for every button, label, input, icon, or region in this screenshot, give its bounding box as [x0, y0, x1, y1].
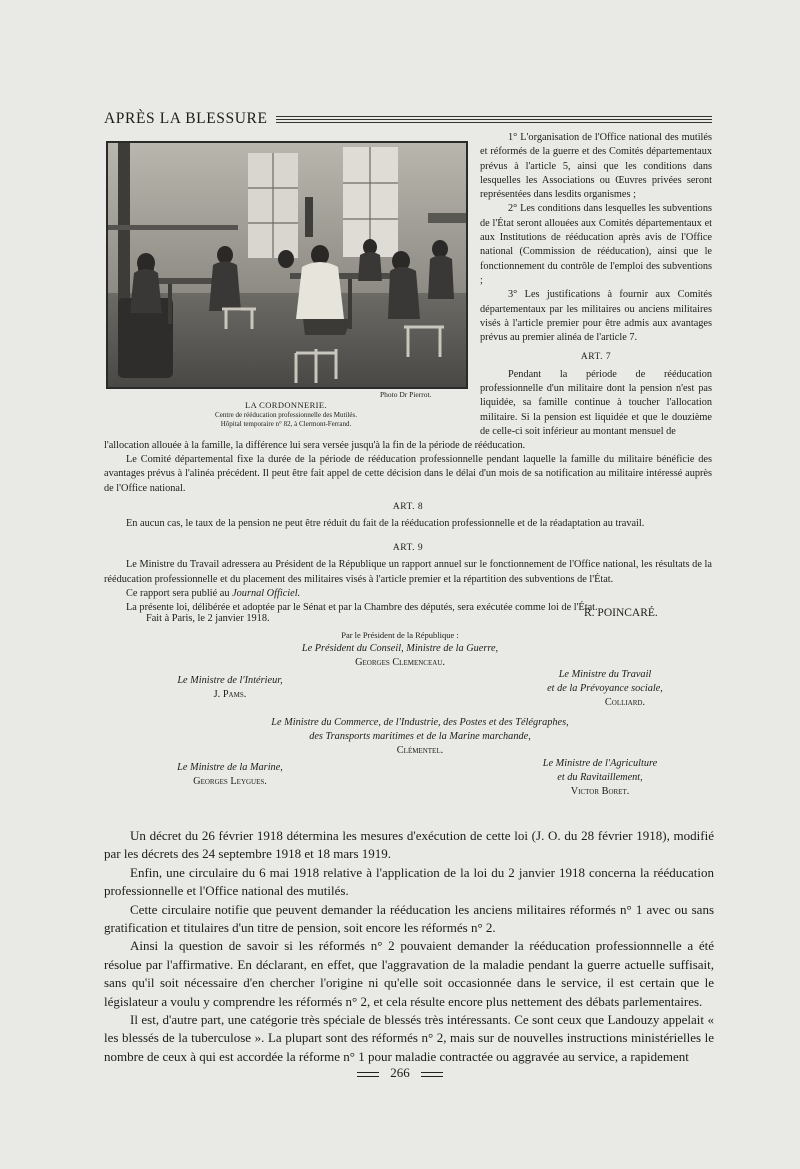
minister-title: Le Ministre du Commerce, de l'Industrie, des Postes et des Télégraphes, [271, 717, 569, 728]
minister-title: Le Ministre de l'Intérieur, [177, 675, 283, 686]
minister-title: et du Ravitaillement, [557, 772, 643, 783]
footer-ornament [357, 1069, 379, 1080]
minister-name: Clémentel. [396, 745, 444, 756]
paragraph: Enfin, une circulaire du 6 mai 1918 relative à l'application de la loi du 2 janvier 1918 concerna la rééducation professionnelle et l'Office national des mutilés. [104, 864, 714, 899]
minister-name: Colliard. [604, 697, 646, 708]
interieur-block [150, 674, 310, 702]
minister-name: J. Pams. [213, 689, 247, 700]
caption-line: Hôpital temporaire n° 82, à Clermont-Ferrand. [220, 420, 352, 428]
paragraph: 3° Les justifications à fournir aux Comités départementaux par les militaires ou anciens militaires visés à l'article premier pour être admis aux avantages prévus au premier alinéa de l'article 7. [480, 289, 712, 344]
header-rule [276, 119, 712, 120]
paragraph: En aucun cas, le taux de la pension ne peut être réduit du fait de la rééducation professionnelle et de la réadaptation au travail. [126, 518, 645, 530]
minister-title: des Transports maritimes et de la Marine marchande, [309, 731, 531, 742]
paragraph: Ainsi la question de savoir si les réformés n° 2 pouvaient demander la rééducation professionnnelle a été résolue par l'affirmative. En déclarant, en effet, que l'aggravation de la maladie pendant la guerre actuelle suffisait, sans qu'il soit nécessaire d'en chercher l'origine ni qu'elle soit occasionnée dans le service, il est certain que le législateur a voulu y comprendre les réformés n° 2, et cela résulte encore plus nettement des débats parlementaires. [104, 938, 714, 1009]
president-signature: R. POINCARÉ. [584, 607, 658, 619]
paragraph: 2° Les conditions dans lesquelles les subventions de l'État seront allouées aux Comités départementaux et aux Institutions de rééducation après avis de l'Office national (Commission de rééducation), ainsi que le fonctionnement du contrôle de l'emploi des subventions ; [480, 203, 712, 286]
minister-name: Georges Clemenceau. [355, 657, 445, 668]
paragraph-text: Ce rapport sera publié au [126, 587, 233, 599]
caption-title: LA CORDONNERIE. [244, 400, 328, 410]
agriculture-block [520, 757, 680, 799]
lower-text [104, 827, 714, 1066]
header-rule [276, 116, 712, 117]
place-date: Fait à Paris, le 2 janvier 1918. [146, 613, 270, 624]
page-header [104, 108, 712, 132]
marine-block [150, 761, 310, 789]
journal-title: Journal Officiel. [232, 587, 301, 599]
paragraph: Le Ministre du Travail adressera au Président de la République un rapport annuel sur le fonctionnement de l'Office national, les résultats de la rééducation professionnelle et du placement des militaires visés à l'article premier et la répartition des subventions de l'État. [104, 559, 712, 585]
article-heading: ART. 7 [580, 352, 612, 363]
running-title: APRÈS LA BLESSURE [104, 110, 268, 127]
minister-name: Georges Leygues. [193, 776, 267, 787]
footer-ornament [421, 1069, 443, 1080]
minister-title: Le Ministre de l'Agriculture [542, 758, 658, 769]
minister-title: Le Ministre du Travail [558, 669, 652, 680]
full-width-text [104, 439, 712, 615]
minister-title: et de la Prévoyance sociale, [547, 683, 663, 694]
paragraph: 1° L'organisation de l'Office national des mutilés et réformés de la guerre et des Comités départementaux prévus à l'article 5, ainsi que les conditions dans lesquelles les Associations ou Œuvres privées seront représentées dans lesdits organismes ; [480, 132, 712, 201]
caption-line: Centre de rééducation professionnelle des Mutilés. [215, 411, 357, 419]
page-footer [0, 1065, 800, 1081]
paragraph [104, 587, 712, 601]
page-number: 266 [390, 1065, 410, 1080]
paragraph: l'allocation allouée à la famille, la différence lui sera versée jusqu'à la fin de la période de rééducation. [104, 440, 526, 451]
minister-name: Victor Boret. [570, 786, 630, 797]
article-heading: ART. 9 [392, 543, 424, 554]
countersignature-block [280, 628, 520, 670]
paragraph: Il est, d'autre part, une catégorie très spéciale de blessés très intéressants. Ce sont ceux que Landouzy appelait « les blessés de la tuberculose ». La plupart sont des réformés n° 2, mais sur de nouvelles instructions ministérielles le nombre de ceux à qui est accordée la réforme n° 1 pour maladie contractée ou aggravée au service, a rapidement [104, 1012, 714, 1064]
commerce-block [250, 716, 590, 758]
intro-line: Par le Président de la République : [341, 630, 459, 640]
paragraph: Le Comité départemental fixe la durée de la période de rééducation professionnelle pendant laquelle la famille du militaire bénéficie des avantages prévus à l'alinéa précédent. Il peut être fait appel de cette décision dans le délai d'un mois de sa notification au militaire intéressé auprès de l'Office national. [104, 454, 712, 494]
paragraph: Cette circulaire notifie que peuvent demander la rééducation les anciens militaires réformés n° 1 avec ou sans gratification et titulaires d'un titre de pension, soit encore les réformés n° 2. [104, 901, 714, 936]
minister-title: Le Ministre de la Marine, [177, 762, 283, 773]
header-rule [276, 122, 712, 123]
photo-credit: Photo Dr Pierrot. [380, 390, 432, 399]
photo-caption [200, 401, 372, 429]
paragraph: Un décret du 26 février 1918 détermina les mesures d'exécution de cette loi (J. O. du 28 février 1918), modifié par les décrets des 24 septembre 1918 et 18 mars 1919. [104, 828, 714, 862]
paragraph: La présente loi, délibérée et adoptée par le Sénat et par la Chambre des députés, sera exécutée comme loi de l'État. [126, 602, 598, 614]
article-heading: ART. 8 [392, 501, 424, 512]
minister-title: Le Président du Conseil, Ministre de la Guerre, [301, 643, 499, 654]
paragraph: Pendant la période de rééducation professionnelle d'un militaire dont la pension n'est pas liquidée, sa famille continue à toucher l'allocation militaire. Si la pension est liquidée et que le douzième de celle-ci soit inférieur au montant mensuel de [480, 368, 712, 437]
right-text-column [480, 131, 712, 439]
travail-block [520, 668, 690, 710]
workshop-photo [106, 141, 468, 389]
